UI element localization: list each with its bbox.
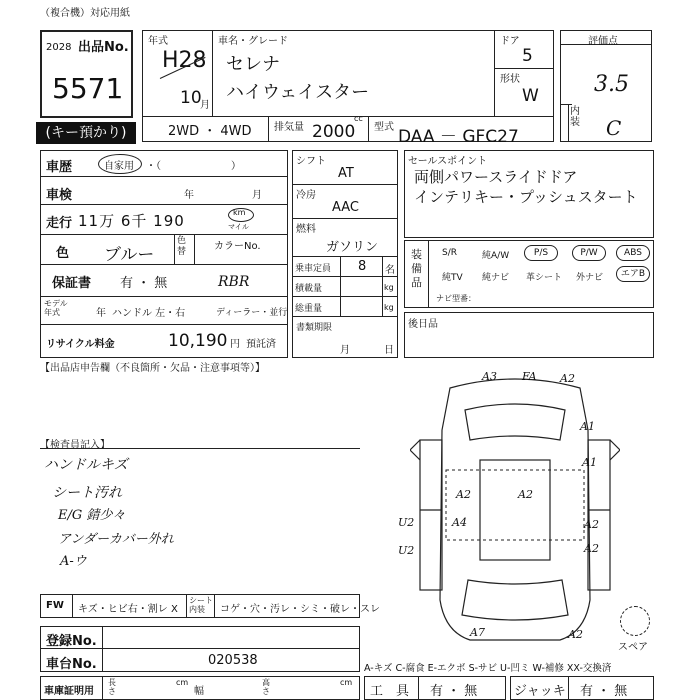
model-value: DAA － GFC27 xyxy=(398,127,519,147)
details-box xyxy=(40,150,288,358)
warranty-value: 有 ・ 無 xyxy=(120,276,168,291)
inspection-month: 月 xyxy=(252,190,262,201)
mark-6: A2 xyxy=(456,488,471,501)
inspection-label: 車検 xyxy=(46,188,73,203)
aircon-label: 冷房 xyxy=(296,190,316,201)
registration-label: 登録No. xyxy=(46,634,97,649)
eq-alloy: 純A/W xyxy=(482,251,510,261)
lot-sub: 2028 xyxy=(46,42,72,53)
mark-5: A1 xyxy=(582,456,597,469)
recycle-unit: 円 xyxy=(230,339,240,350)
model-year-label: モデル年式 xyxy=(44,299,68,317)
note-5: A-ウ xyxy=(60,554,87,569)
color-change-label: 色替 xyxy=(177,236,187,257)
drive-type: 2WD ・ 4WD xyxy=(168,124,252,139)
jack-value: 有 ・ 無 xyxy=(580,684,628,699)
mark-10: A2 xyxy=(584,518,599,531)
fuel-value: ガソリン xyxy=(326,240,379,255)
tools-value: 有 ・ 無 xyxy=(430,684,478,699)
capacity-label: 乗車定員 xyxy=(295,264,332,274)
inspector-label: 【検査員記入】 xyxy=(40,440,110,451)
year-label: 年式 xyxy=(148,36,168,47)
fw-items: キズ・ヒビ右・割レ X xyxy=(78,604,178,615)
cc-unit: cc xyxy=(354,114,363,123)
mark-4: A1 xyxy=(580,420,595,433)
tools-label: 工 具 xyxy=(370,684,410,699)
after-items-box xyxy=(404,312,654,358)
recycle-note: 預託済 xyxy=(246,339,276,350)
interior-score: C xyxy=(606,116,622,140)
name-label: 車名・グレード xyxy=(218,36,288,47)
history-label: 車歴 xyxy=(46,160,73,175)
color-code-label: カラーNo. xyxy=(214,241,261,252)
mark-14: A7 xyxy=(470,626,485,639)
mileage-value: 11万 6千 190 xyxy=(78,212,185,230)
garage-cert-label: 車庫証明用 xyxy=(44,686,94,697)
capacity-value: 8 xyxy=(358,259,367,274)
model-label: 型式 xyxy=(374,122,394,133)
mark-12: A2 xyxy=(584,542,599,555)
capacity-unit: 名 xyxy=(385,265,395,276)
car-diagram xyxy=(410,370,620,650)
km-unit: km xyxy=(233,208,246,217)
docs-month: 月 xyxy=(340,345,350,356)
inspection-year: 年 xyxy=(184,190,194,201)
docs-label: 書類期限 xyxy=(296,323,333,333)
mileage-label: 走行 xyxy=(46,216,73,231)
door-label: ドア xyxy=(500,36,520,47)
car-name: セレナ xyxy=(226,54,280,75)
load-unit: kg xyxy=(384,283,394,292)
door-value: 5 xyxy=(522,46,533,66)
cert-height: 高さ xyxy=(262,678,270,696)
lot-label: 出品No. xyxy=(78,40,129,55)
interior-label: 内装 xyxy=(570,106,580,128)
eq-pw: P/W xyxy=(572,245,606,261)
mark-2: FA xyxy=(522,370,537,383)
dealer-type: ディーラー・並行 xyxy=(216,308,288,318)
eq-airbag: エアB xyxy=(616,266,650,282)
mark-3: A2 xyxy=(560,372,575,385)
recycle-value: 10,190 xyxy=(168,331,228,351)
sales-point-line2: インテリキー・プッシュスタート xyxy=(414,188,638,206)
mile-unit: マイル xyxy=(228,223,249,231)
cert-unit-2: cm xyxy=(340,678,353,687)
fw-seat-items: コゲ・穴・汚レ・シミ・破レ・スレ xyxy=(220,604,380,615)
model-year-unit: 年 xyxy=(96,308,106,319)
mark-9: A4 xyxy=(452,516,467,529)
cert-unit-1: cm xyxy=(176,678,189,687)
after-items-label: 後日品 xyxy=(408,319,438,330)
displacement-label: 排気量 xyxy=(274,122,304,133)
color-code: RBR xyxy=(218,274,250,290)
eq-ps: P/S xyxy=(524,245,558,261)
sales-point-label: セールスポイント xyxy=(408,156,488,167)
cert-width: 幅 xyxy=(194,686,204,697)
mark-11: U2 xyxy=(398,544,415,557)
weight-unit: kg xyxy=(384,303,394,312)
note-1: ハンドルキズ xyxy=(44,457,128,473)
shift-value: AT xyxy=(338,166,354,181)
key-tag: (キー預かり) xyxy=(36,122,136,144)
note-4: アンダーカバー外れ xyxy=(58,532,174,547)
aircon-value: AAC xyxy=(332,200,359,215)
displacement-value: 2000 xyxy=(312,122,356,142)
car-grade: ハイウェイスター xyxy=(226,82,370,103)
year-value: H28 xyxy=(162,48,207,73)
fuel-label: 燃料 xyxy=(296,224,316,235)
mark-13: A2 xyxy=(568,628,583,641)
fw-seat-label: シート内装 xyxy=(189,596,213,614)
spare-tire-icon xyxy=(620,606,650,636)
sales-point-line1: 両側パワースライドドア xyxy=(414,168,578,186)
month-value: 10 xyxy=(180,88,202,108)
lot-number: 5571 xyxy=(52,72,124,105)
history-value: 自家用 xyxy=(104,161,134,172)
mark-7: A2 xyxy=(518,488,533,501)
top-notice: （複合機）対応用紙 xyxy=(40,8,130,19)
mark-1: A3 xyxy=(482,370,497,383)
eq-navi: 純ナビ xyxy=(482,273,510,283)
color-value: ブルー xyxy=(104,245,155,265)
warranty-label: 保証書 xyxy=(52,276,92,291)
mark-8: U2 xyxy=(398,516,415,529)
shape-label: 形状 xyxy=(500,74,520,85)
docs-day: 日 xyxy=(384,345,394,356)
eq-leather: 革シート xyxy=(526,273,563,283)
rating-score: 3.5 xyxy=(594,72,629,97)
equipment-label: 装備品 xyxy=(411,248,422,289)
shift-label: シフト xyxy=(296,156,326,167)
note-2: シート汚れ xyxy=(52,485,122,501)
eq-tv: 純TV xyxy=(442,273,463,283)
eq-ext-navi: 外ナビ xyxy=(576,273,604,283)
history-paren: ・（ ） xyxy=(146,161,241,172)
shape-value: W xyxy=(522,86,539,106)
navi-model-label: ナビ型番： xyxy=(436,294,476,303)
chassis-value: 020538 xyxy=(208,653,258,668)
color-label: 色 xyxy=(56,246,70,261)
fw-label: FW xyxy=(46,600,64,611)
rating-label: 評価点 xyxy=(588,36,618,47)
recycle-label: リサイクル料金 xyxy=(46,339,115,350)
declaration-label: 【出品店申告欄（不良箇所・欠品・注意事項等）】 xyxy=(40,363,265,374)
damage-legend: A-キズ C-腐食 E-エクボ S-サビ U-凹ミ W-補修 XX-交換済 xyxy=(364,663,612,674)
month-unit: 月 xyxy=(200,100,210,111)
spare-label: スペア xyxy=(618,642,648,653)
handle-side: ハンドル 左・右 xyxy=(112,308,186,319)
eq-abs: ABS xyxy=(616,245,650,261)
jack-label: ジャッキ xyxy=(514,684,566,699)
note-3: E/G 錆少々 xyxy=(58,508,126,523)
load-label: 積載量 xyxy=(295,284,323,294)
weight-label: 総重量 xyxy=(295,304,323,314)
cert-length: 長さ xyxy=(108,678,116,696)
chassis-label: 車台No. xyxy=(46,657,97,672)
eq-sr: S/R xyxy=(442,248,457,258)
